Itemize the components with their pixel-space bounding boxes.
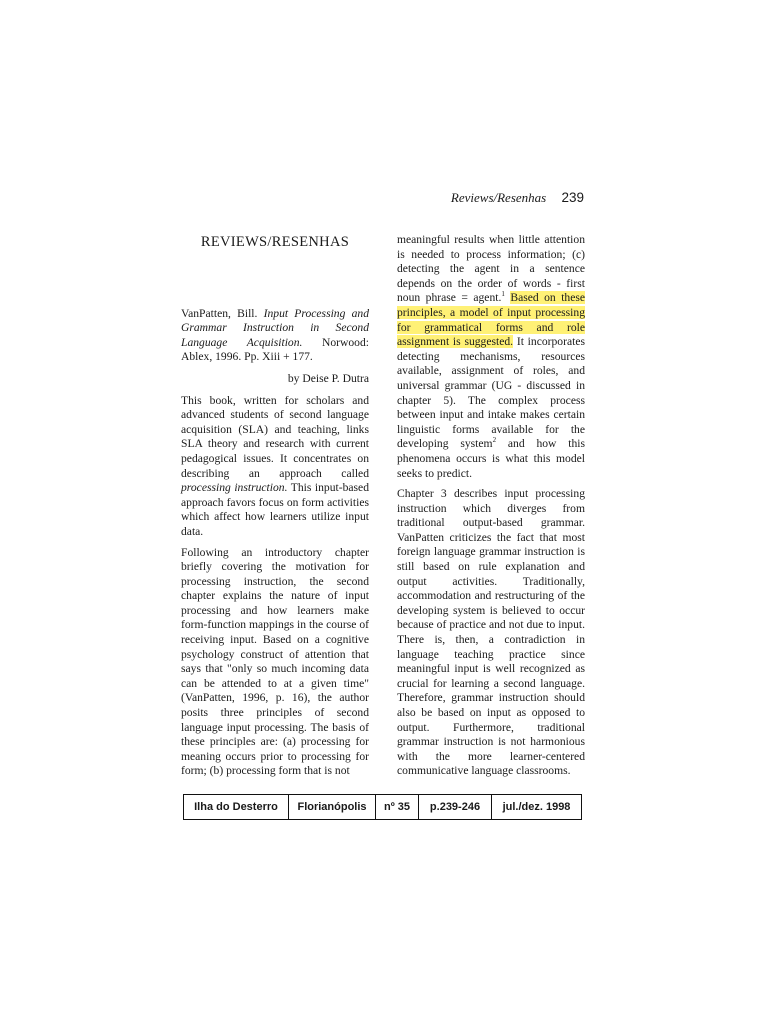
footer-date: jul./dez. 1998 — [502, 801, 571, 813]
right-column — [397, 233, 585, 785]
paragraph-text: It incorporates detecting mechanisms, resources available, assignment of roles, and universal grammar (UG - discussed in chapter 5). The complex process between input and intake makes certain linguistic forms available for the developing system — [397, 335, 585, 451]
citation-author: VanPatten, Bill. — [181, 306, 264, 320]
citation-publisher: Norwood: Ablex, 1996. Pp. Xiii + 177. — [181, 335, 369, 364]
left-column — [181, 233, 369, 785]
journal-footer-table — [183, 794, 582, 820]
running-head-section: Reviews/Resenhas — [450, 190, 547, 205]
paragraph-text: This input-based approach favors focus on form activities which affect how learners utilize input data. — [181, 481, 369, 538]
citation-title: Input Processing and Grammar Instruction in Second Language Acquisition. — [181, 306, 369, 349]
footnote-marker-1[interactable]: 1 — [501, 290, 505, 299]
section-title: REVIEWS/RESENHAS — [200, 234, 350, 250]
paragraph-chapter3: Chapter 3 describes input processing instruction which diverges from traditional output-based grammar. VanPatten criticizes the fact that most foreign language grammar instruction is still based on rule explanation and output activities. Traditionally, accommodation and restructuring of the developing system is believed to occur because of practice and not due to input. There is, then, a contradiction in language teaching practice since meaningful input is well recognized as crucial for learning a second language. Therefore, grammar instruction should also be based on input as opposed to output. Furthermore, traditional grammar instruction is not harmonious with the more learner-centered communicative language classrooms. — [397, 487, 585, 778]
footer-pages: p.239-246 — [419, 795, 492, 819]
paragraph-italic: processing instruction. — [181, 481, 288, 495]
paragraph-text: and how this phenomena occurs is what this model seeks to predict. — [397, 437, 586, 480]
paragraph-chapter2: Following an introductory chapter briefly covering the motivation for processing instruction, the second chapter explains the nature of input processing and how learners make form-function mappings in the course of receiving input. Based on a cognitive psychology construct of attention that says that "only so much incoming data can be attended to at a given time" (VanPatten, 1996, p. 16), the author posits three principles of second language input processing. The basis of these principles are: (a) processing for meaning occurs prior to processing for form; (b) processing form that is not — [181, 545, 369, 778]
paragraph-text: meaningful results when little attention is needed to process information; (c) detecting the agent in a sentence depends on the order of words - first noun phrase = agent. — [397, 233, 585, 305]
footnote-marker-2[interactable]: 2 — [492, 436, 497, 445]
paragraph-principles — [397, 233, 585, 481]
running-head — [451, 190, 584, 206]
footer-issue: nº 35 — [376, 795, 419, 819]
reviewer-byline: by Deise P. Dutra — [287, 371, 369, 385]
book-citation — [181, 307, 369, 365]
paragraph-intro — [181, 394, 369, 540]
paragraph-text: This book, written for scholars and advanced students of second language acquisition (SLA) and teaching, links SLA theory and research with current pedagogical issues. It concentrates on describing an approach called — [181, 393, 369, 480]
footer-city: Florianópolis — [289, 795, 376, 819]
page-number: 239 — [561, 190, 584, 205]
highlighted-text: Based on these principles, a model of input processing for grammatical forms and role assignment is suggested. — [397, 291, 586, 349]
footer-journal: Ilha do Desterro — [184, 795, 289, 819]
